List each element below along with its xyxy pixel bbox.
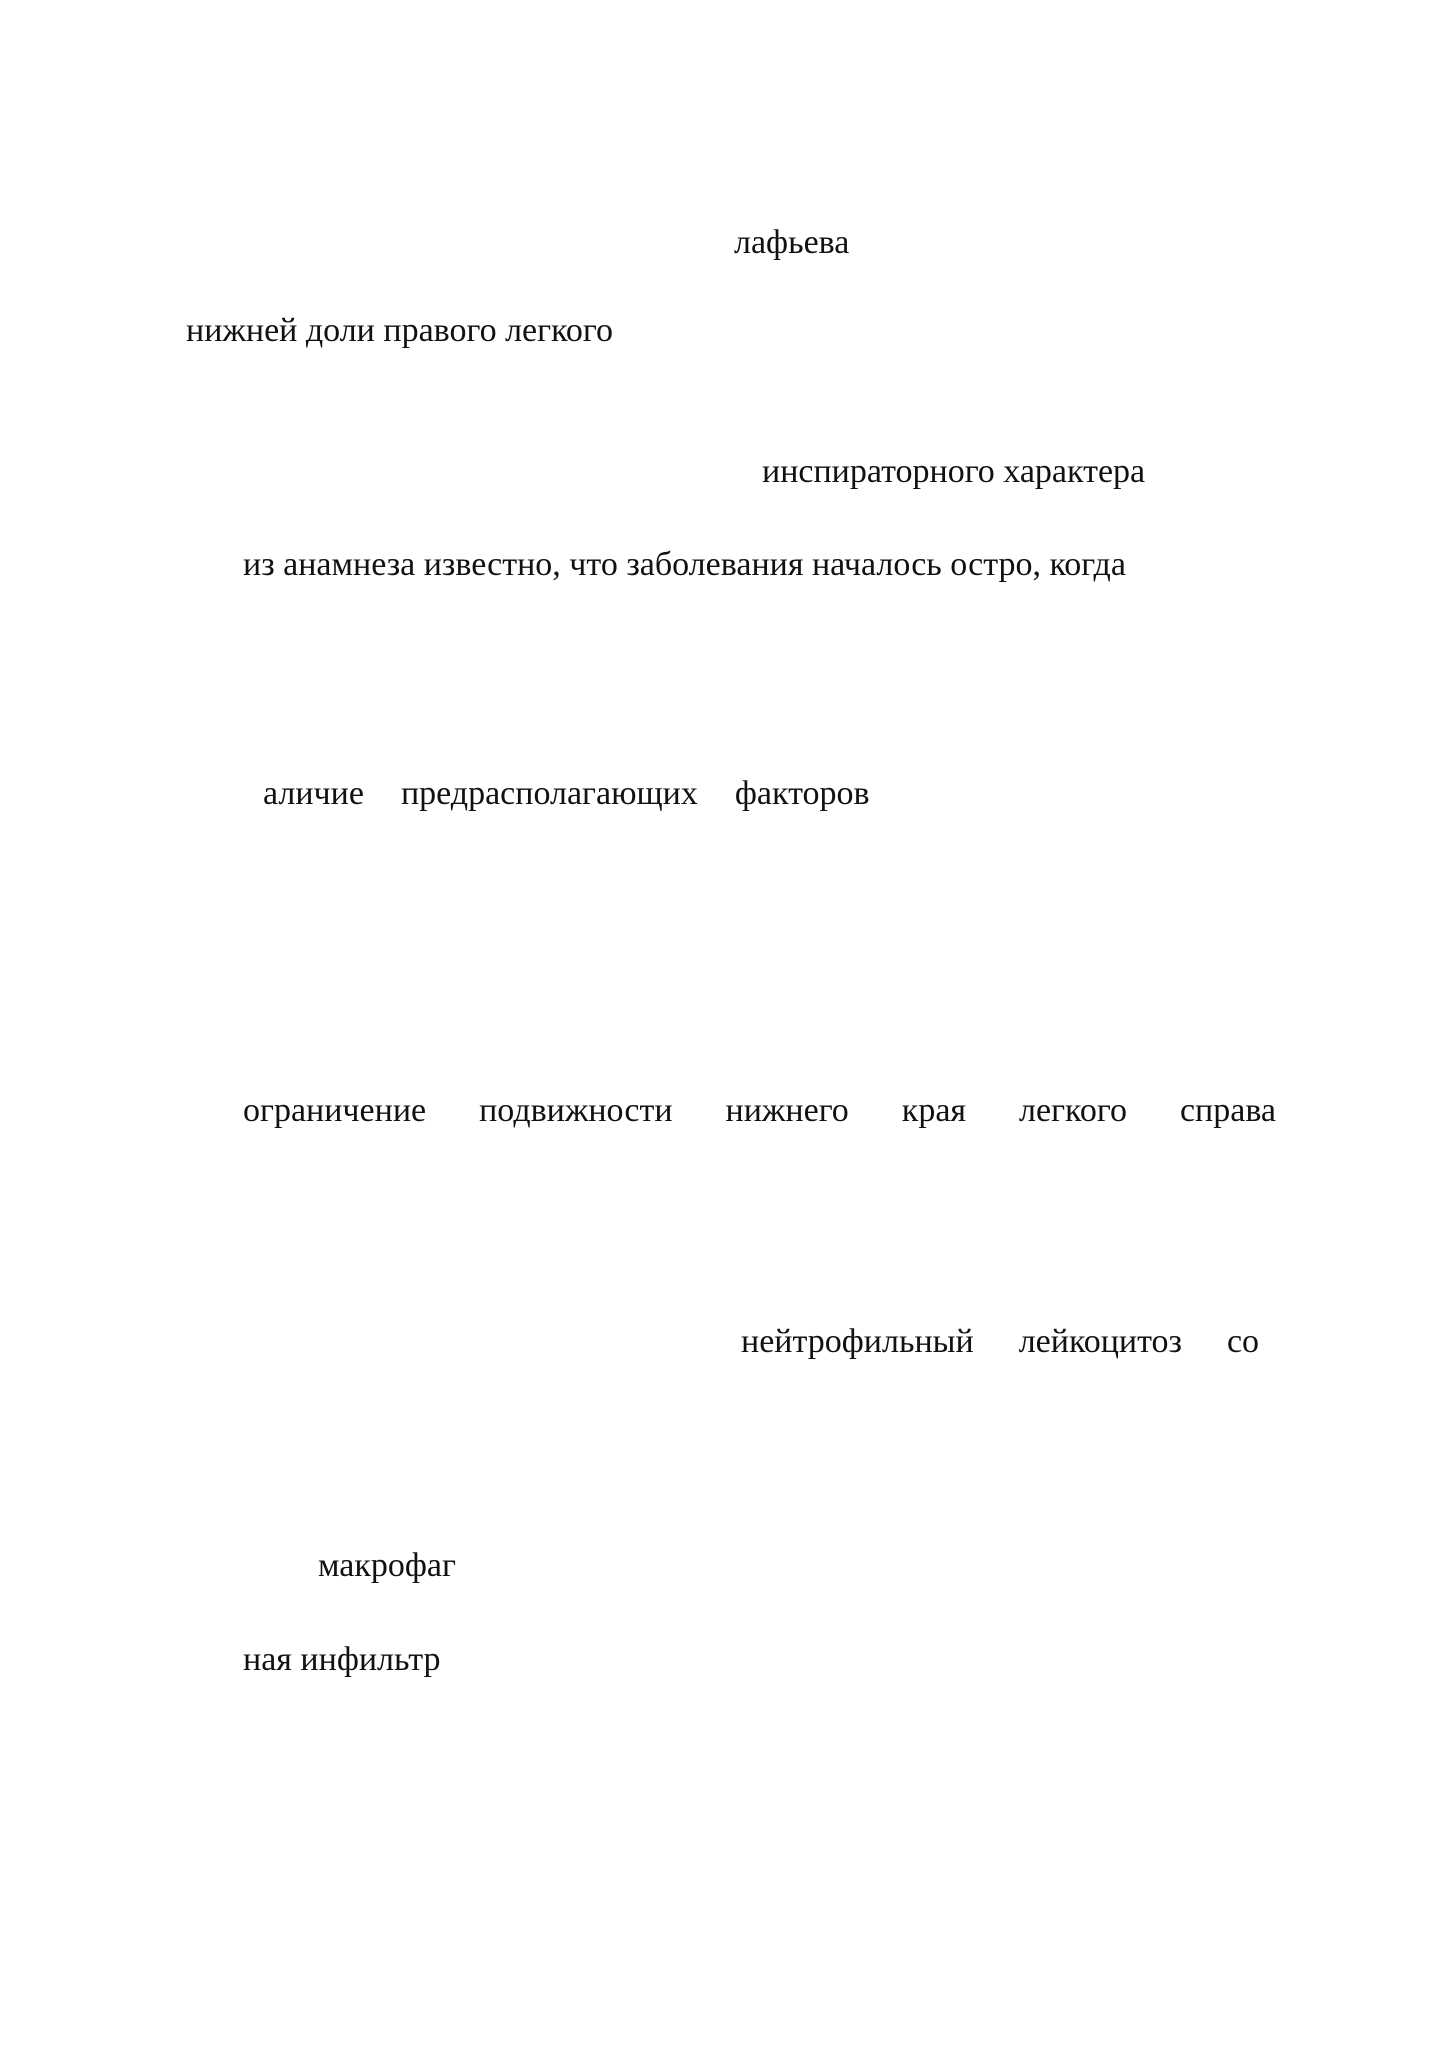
text-fragment-9: ная инфильтр	[243, 1641, 441, 1678]
text-fragment-4: из анамнеза известно, что заболевания началось остро, когда	[243, 546, 1126, 583]
text-fragment-5: аличие предрасполагающих факторов	[263, 775, 870, 812]
text-fragment-7: нейтрофильный лейкоцитоз со	[741, 1323, 1260, 1360]
text-fragment-3: инспираторного характера	[762, 453, 1146, 490]
text-fragment-8: макрофаг	[318, 1547, 456, 1584]
text-fragment-1: лафьева	[734, 224, 850, 261]
text-fragment-2: нижней доли правого легкого	[186, 312, 613, 349]
text-fragment-6: ограничение подвижности нижнего края легкого справа	[243, 1092, 1277, 1129]
